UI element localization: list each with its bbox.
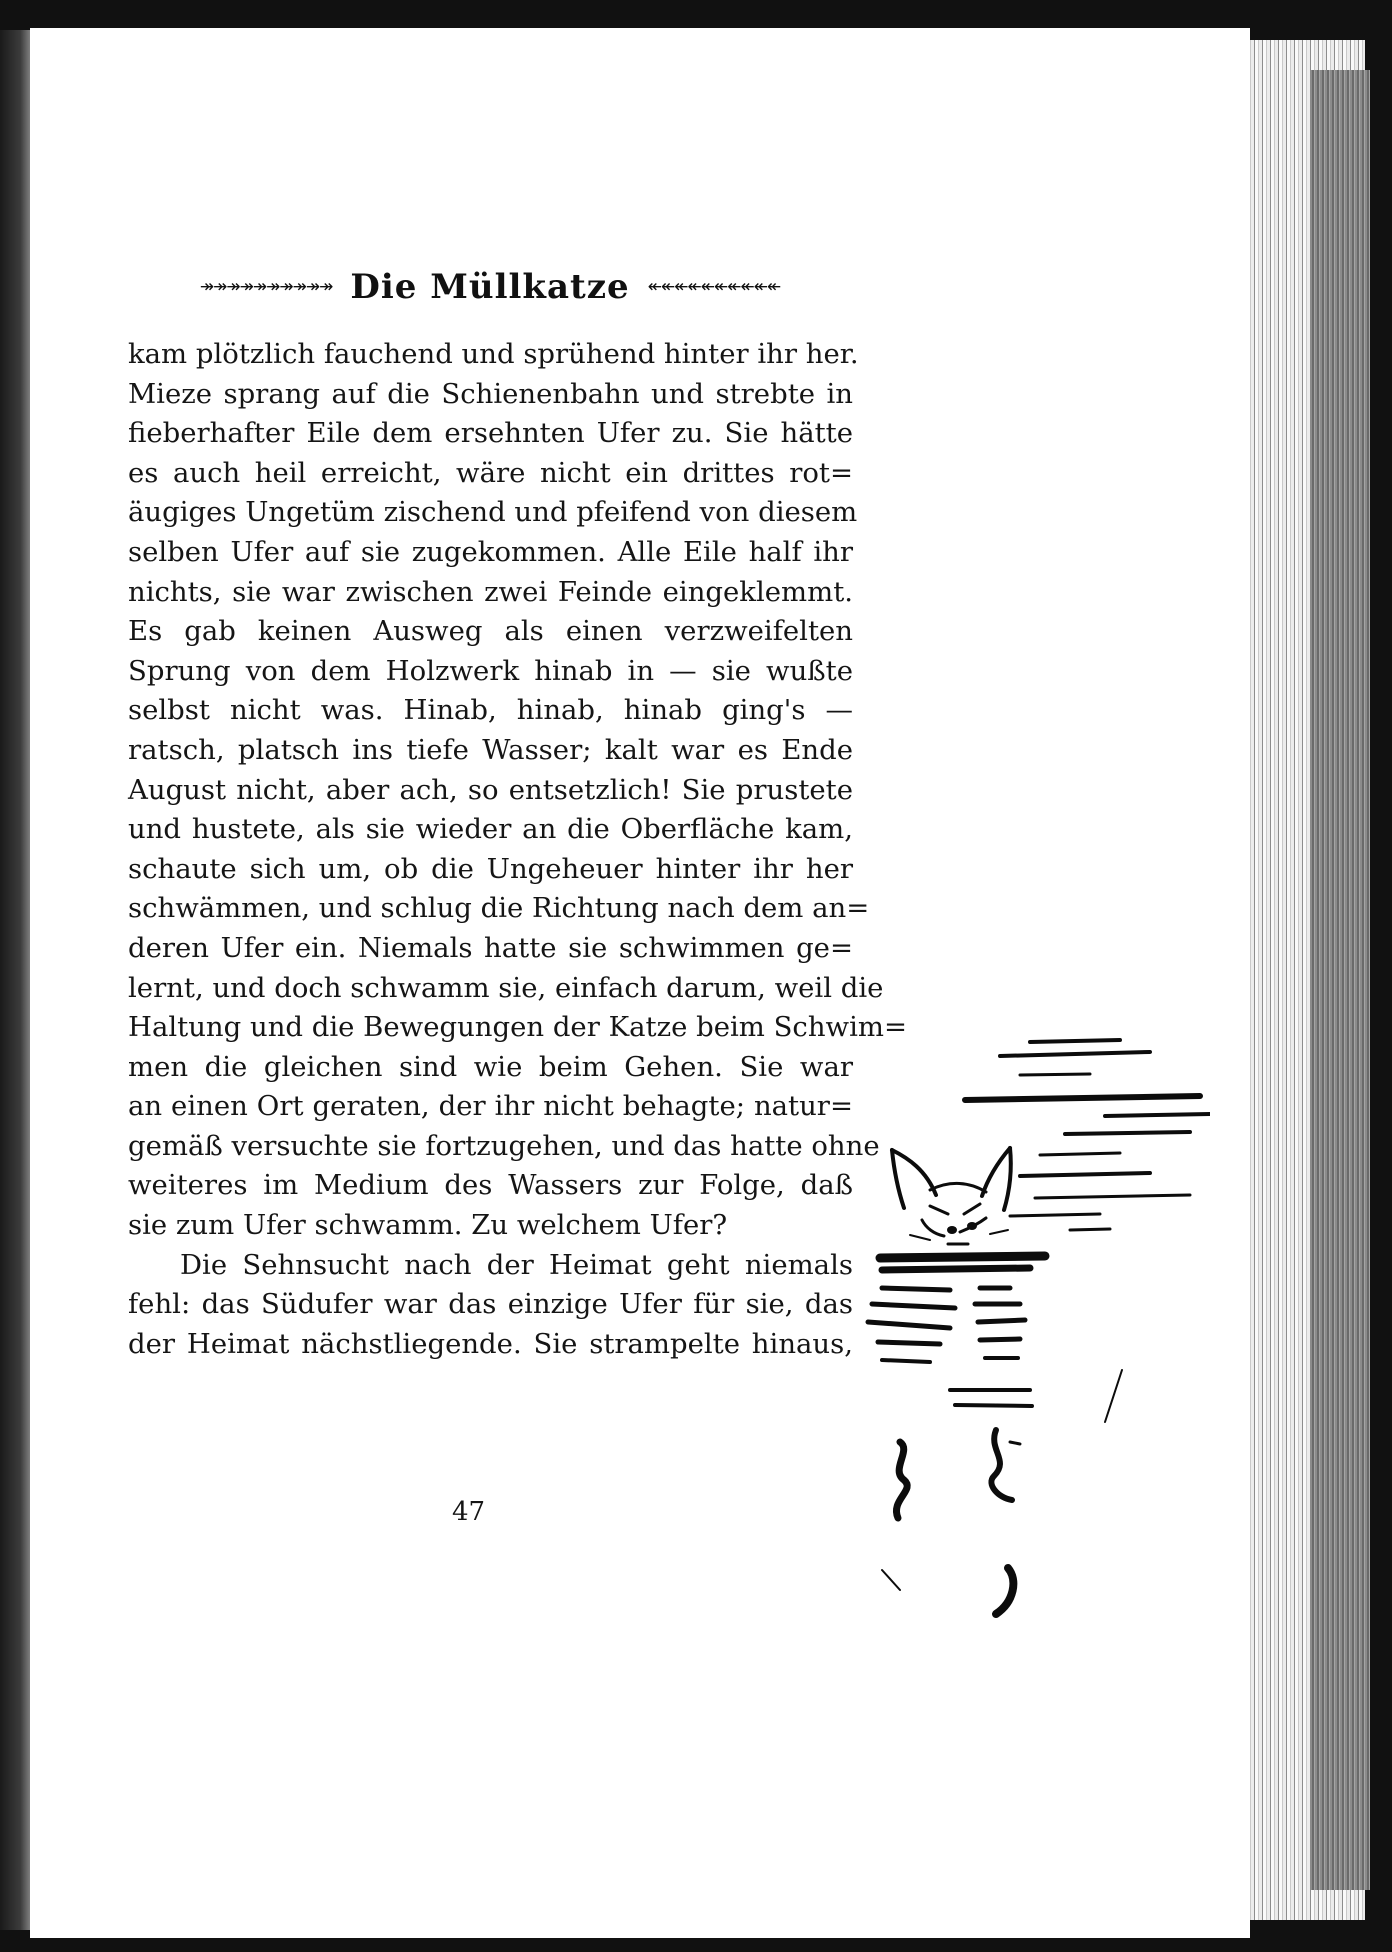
text-line: deren Ufer ein. Niemals hatte sie schwimmen ge= <box>128 931 853 964</box>
text-line: Es gab keinen Ausweg als einen verzweifelten <box>128 615 853 648</box>
header-ornament-left: ↠↠↠↠↠↠↠↠↠↠ <box>199 277 333 297</box>
text-line: und hustete, als sie wieder an die Oberfläche kam, <box>128 813 853 846</box>
text-line: der Heimat nächstliegende. Sie strampelte hinaus, <box>128 1327 853 1360</box>
running-title: Die Müllkatze <box>350 267 630 307</box>
book-spine-edge <box>1310 70 1370 1890</box>
text-line: Sprung von dem Holzwerk hinab in — sie wußte <box>128 654 853 687</box>
swimming-cat-illustration <box>860 1030 1210 1830</box>
text-line: an einen Ort geraten, der ihr nicht behagte; natur= <box>128 1090 853 1123</box>
text-line: es auch heil erreicht, wäre nicht ein drittes rot= <box>128 456 853 489</box>
left-page-edge <box>0 30 34 1930</box>
text-line: selben Ufer auf sie zugekommen. Alle Eile half ihr <box>128 535 853 568</box>
text-line: lernt, und doch schwamm sie, einfach darum, weil die <box>128 971 884 1004</box>
text-line: gemäß versuchte sie fortzugehen, und das hatte ohne <box>128 1129 880 1162</box>
text-line: ratsch, platsch ins tiefe Wasser; kalt war es Ende <box>128 733 853 766</box>
header-ornament-right: ↞↞↞↞↞↞↞↞↞↞ <box>647 277 781 297</box>
body-text <box>128 335 907 1364</box>
text-line: men die gleichen sind wie beim Gehen. Sie war <box>128 1050 853 1083</box>
text-line: äugiges Ungetüm zischend und pfeifend von diesem <box>128 496 858 529</box>
text-line: schwämmen, und schlug die Richtung nach dem an= <box>128 892 870 925</box>
running-header <box>130 262 850 312</box>
text-line-paragraph-start: Die Sehnsucht nach der Heimat geht niemals <box>180 1248 853 1281</box>
text-line: Mieze sprang auf die Schienenbahn und strebte in <box>128 377 853 410</box>
text-line: weiteres im Medium des Wassers zur Folge, daß <box>128 1169 853 1202</box>
text-line: kam plötzlich fauchend und sprühend hinter ihr her. <box>128 338 859 370</box>
text-line: fieberhafter Eile dem ersehnten Ufer zu. Sie hätte <box>128 417 853 450</box>
text-line: selbst nicht was. Hinab, hinab, hinab ging's — <box>128 694 853 727</box>
text-line: Haltung und die Bewegungen der Katze beim Schwim= <box>128 1011 907 1044</box>
page-number: 47 <box>452 1497 486 1527</box>
text-line: August nicht, aber ach, so entsetzlich! Sie prustete <box>128 773 853 806</box>
text-line: schaute sich um, ob die Ungeheuer hinter ihr her <box>128 852 853 885</box>
text-line: sie zum Ufer schwamm. Zu welchem Ufer? <box>128 1209 728 1242</box>
text-line: nichts, sie war zwischen zwei Feinde eingeklemmt. <box>128 575 853 608</box>
text-line: fehl: das Südufer war das einzige Ufer für sie, das <box>128 1288 853 1321</box>
